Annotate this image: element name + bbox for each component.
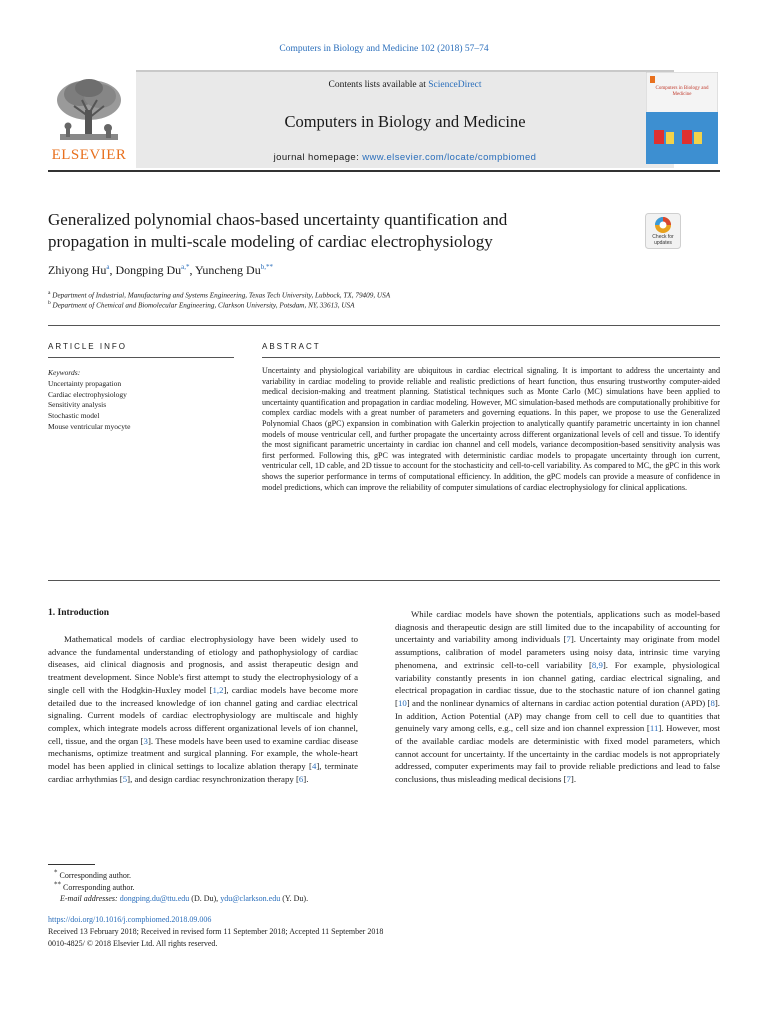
article-title-line-2: propagation in multi-scale modeling of cardiac electrophysiology: [48, 232, 493, 251]
affiliation: [48, 300, 355, 309]
footnote-marker: **: [54, 880, 61, 889]
citation-link[interactable]: 5: [122, 773, 128, 784]
paragraph-text: ].: [303, 773, 309, 784]
email-link-du-yuncheng[interactable]: ydu@clarkson.edu: [220, 894, 281, 903]
homepage-prefix: journal homepage:: [273, 152, 363, 163]
abstract-divider: [262, 357, 720, 358]
affiliation-label: a: [48, 290, 51, 296]
footnote-text: Corresponding author.: [61, 883, 135, 892]
journal-homepage-line: [136, 152, 674, 163]
masthead-banner: [136, 70, 674, 168]
author-affiliation-marker[interactable]: a,*: [181, 263, 190, 271]
citation-link[interactable]: 3: [143, 735, 148, 746]
affiliation-text: Department of Industrial, Manufacturing and Systems Engineering, Texas Tech University, Lubbock, TX, 79409, USA: [52, 291, 391, 300]
contents-available-line: [136, 80, 674, 90]
paragraph-text: ], cardiac models have become more detailed due to the increased knowledge of ion channel gating and cardiac electrical signaling. Current models of cardiac electrophysiology are multiscale and highly complex, which integrate models across different organizational levels of ion channel, cell, tissue, and the organ [: [48, 684, 358, 746]
paragraph-text: ]. These models have been used to examine cardiac disease mechanisms, optimize treatment and surgical planning. For example, the whole-heart model has been applied in clinical settings to localize ablation therapy [: [48, 735, 358, 772]
footnote-corresponding-author-2: [54, 880, 135, 892]
citation-link[interactable]: 8: [710, 697, 715, 708]
crossmark-label-line-1: Check for: [652, 234, 674, 240]
article-info-heading: ARTICLE INFO: [48, 342, 127, 351]
contents-prefix: Contents lists available at: [328, 80, 429, 90]
keywords-label: Keywords:: [48, 368, 81, 377]
footnote-marker: *: [54, 868, 58, 877]
author-affiliation-marker[interactable]: b,**: [260, 263, 273, 271]
author-name[interactable]: Dongping Du: [115, 263, 182, 277]
paragraph-text: ]. For example, physiological variability constantly presents in ion channel gating, cardiac electrical signaling, and electrical propagation in cardiac tissue, due to the stochastic nature of ion channel gating [: [395, 659, 720, 708]
journal-cover-thumbnail[interactable]: [646, 72, 718, 164]
keyword-item: Mouse ventricular myocyte: [48, 421, 131, 431]
email-link-du-dongping[interactable]: dongping.du@ttu.edu: [119, 894, 190, 903]
footnote-corresponding-author-1: [54, 868, 132, 880]
section-divider: [48, 580, 720, 581]
citation-link[interactable]: 4: [311, 761, 317, 772]
paragraph-text: ] and the nonlinear dynamics of alternans in cardiac action potential duration (APD) [: [406, 697, 711, 708]
elsevier-tree-icon: [52, 76, 126, 144]
footnote-divider: [48, 864, 95, 865]
affiliation-text: Department of Chemical and Biomolecular Engineering, Clarkson University, Potsdam, NY, 33613, USA: [52, 301, 355, 310]
citation-link[interactable]: 8,9: [591, 659, 603, 670]
received-dates: Received 13 February 2018; Received in revised form 11 September 2018; Accepted 11 September 2018: [48, 927, 384, 936]
doi-link[interactable]: https://doi.org/10.1016/j.compbiomed.2018.09.006: [48, 915, 212, 924]
author-name[interactable]: Yuncheng Du: [195, 263, 261, 277]
journal-cover-title: Computers in Biology and Medicine: [655, 86, 709, 97]
masthead-divider: [48, 170, 720, 172]
journal-masthead: [48, 70, 720, 168]
article-info-divider: [48, 357, 234, 358]
keyword-item: Sensitivity analysis: [48, 400, 107, 410]
check-for-updates-button[interactable]: [645, 213, 681, 249]
paragraph-text: ], and design cardiac resynchronization therapy [: [127, 773, 299, 784]
keywords-list: [48, 368, 238, 433]
paragraph-text: ]. In addition, Action Potential (AP) may change from cell to cell due to quantities that genuinely vary among cells, e.g., cell size and ion channel expression [: [395, 697, 720, 734]
introduction-heading: 1. Introduction: [48, 608, 110, 618]
author-affiliation-marker[interactable]: a: [106, 263, 110, 271]
section-divider: [48, 325, 720, 326]
author-list: Zhiyong Hu$^a$, Dongping $Du^{a,*}$, Yuncheng $Du^{b,**}$: [48, 263, 273, 277]
citation-link[interactable]: 7: [566, 634, 571, 645]
abstract-heading: ABSTRACT: [262, 342, 321, 351]
paragraph-text: While cardiac models have shown the potentials, applications such as model-based diagnosis and therapeutic design are still limited due to the incapability of accounting for uncertainty and variability among individuals [: [395, 609, 720, 645]
paragraph-text: ]. Uncertainty may originate from model assumptions, calibration of model parameters using noisy data, intrinsic time varying phenomena, and extrinsic cell-to-cell variability [: [395, 634, 720, 670]
citation-link[interactable]: 1,2: [212, 684, 224, 695]
footnote-email-addresses: [60, 894, 308, 903]
journal-title: Computers in Biology and Medicine: [284, 112, 526, 131]
citation-link[interactable]: 11: [649, 723, 659, 734]
paragraph-text: ]. However, most of the available cardiac models are deterministic with fixed model parameters, which cannot account for uncertainty. If the uncertainty in the cardiac models is not appropriately addressed, computer experiments may fail to provide reliable predictions and lead to false conclusions, thus misleading medical decisions [: [395, 723, 720, 785]
citation-link[interactable]: 6: [298, 773, 304, 784]
keyword-item: Cardiac electrophysiology: [48, 389, 127, 399]
email-owner: (Y. Du).: [280, 894, 309, 903]
introduction-paragraph-1: [48, 633, 358, 785]
author-name[interactable]: Zhiyong Hu: [48, 263, 107, 277]
footnote-text: Corresponding author.: [57, 871, 132, 880]
email-owner: (D. Du),: [189, 894, 221, 903]
article-title: [48, 209, 608, 253]
citation-link[interactable]: 7: [566, 774, 571, 785]
article-title-line-1: Generalized polynomial chaos-based uncertainty quantification and: [48, 210, 508, 229]
affiliation: [48, 290, 390, 299]
journal-citation-link[interactable]: Computers in Biology and Medicine 102 (2018) 57–74: [279, 44, 489, 54]
abstract-body: Uncertainty and physiological variability are ubiquitous in cardiac electrical signaling. It is important to address the uncertainty and variability in cardiac modeling to provide reliable and realistic predictions of heart function, thus ensuring trustworthy computer-aided medical decision-making and treatment planning. Statistical techniques such as Monte Carlo (MC) simulations have been applied to uncertainty quantification and propagation in cardiac modeling. However, MC simulation-based methods are computationally prohibitive for complex cardiac models with a great number of parameters and governing equations. In this paper, we propose to use the Generalized Polynomial Chaos (gPC) expansion in combination with Galerkin projection to analytically quantify parametric uncertainty in ion channel models of mouse ventricular cell, and further propagate the uncertainty across different organizational levels of cell and tissue. To identify the most significant parametric uncertainty in cardiac ion channel and cell models, variance decomposition-based sensitivity analysis was first performed. Following this, gPC was integrated with deterministic cardiac models to propagate uncertainty through ion current, ventricular cell, 1D cable, and 2D tissue to account for the stochasticity and cell-to-cell variability. As compared to MC, the gPC in this work shows the superior performance in terms of computational efficiency. In addition, the gPC models can provide a measure of confidence in model predictions, which can improve the reliability of computer simulations of cardiac electrophysiology for clinical applications.: [262, 366, 720, 492]
keyword-item: Uncertainty propagation: [48, 378, 122, 388]
elsevier-logo[interactable]: [48, 70, 130, 166]
introduction-paragraph-2: [395, 608, 720, 786]
paragraph-text: Mathematical models of cardiac electrophysiology have been widely used to advance the fundamental understanding of etiology and pathophysiology of cardiac diseases, aid clinical diagnosis and prognosis, and assist therapeutic design and treatment development. Since Noble's first attempt to study the electrophysiology of a single cell with the Hodgkin-Huxley model [: [48, 634, 358, 695]
citation-link[interactable]: 10: [397, 697, 407, 708]
elsevier-wordmark: ELSEVIER: [51, 147, 127, 163]
journal-homepage-link[interactable]: www.elsevier.com/locate/compbiomed: [362, 152, 537, 163]
paragraph-text: ], terminate cardiac arrhythmias [: [48, 761, 359, 784]
paragraph-text: ].: [570, 774, 577, 785]
crossmark-label: [645, 235, 681, 246]
issn-copyright: 0010-4825/ © 2018 Elsevier Ltd. All rights reserved.: [48, 939, 218, 948]
sciencedirect-link[interactable]: ScienceDirect: [428, 80, 482, 90]
email-label: E-mail addresses:: [60, 894, 118, 903]
crossmark-label-line-2: updates: [654, 239, 672, 246]
keyword-item: Stochastic model: [48, 411, 100, 421]
affiliation-label: b: [48, 300, 51, 306]
